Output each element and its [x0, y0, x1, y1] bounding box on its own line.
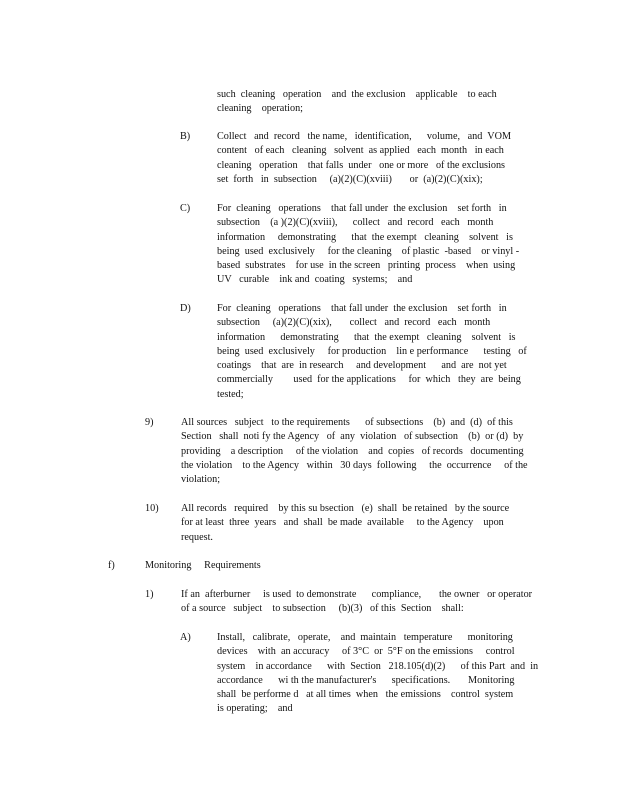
item-label-10: 10) — [145, 503, 159, 514]
item-label-B: B) — [180, 131, 191, 142]
text-line: content of each cleaning solvent as applied each month in each — [217, 145, 504, 157]
text-line: accordance wi th the manufacturer's specifications. Monitoring — [217, 674, 515, 686]
text-line: devices with an accuracy of 3°C or 5°F on the emissions control — [217, 646, 515, 658]
text-line: information demonstrating that the exempt cleaning solvent is — [217, 331, 516, 343]
text-line: commercially used for the applications for which they are being — [217, 374, 521, 386]
item-label-9: 9) — [145, 417, 154, 428]
text-line: subsection (a )(2)(C)(xviii), collect and record each month — [217, 217, 494, 229]
text-line: violation; — [181, 474, 221, 486]
text-line: request. — [181, 531, 213, 543]
text-line: of a source subject to subsection (b)(3) of this Section shall: — [181, 603, 464, 615]
item-label-D: D) — [180, 303, 191, 314]
paragraph-B — [217, 130, 547, 187]
text-line: cleaning operation; — [217, 103, 303, 115]
text-line: being used exclusively for the cleaning of plastic -based or vinyl - — [217, 245, 520, 257]
text-line: cleaning operation that falls under one or more of the exclusions — [217, 159, 505, 171]
item-label-C: C) — [180, 203, 191, 214]
text-line: tested; — [217, 388, 244, 400]
paragraph-D — [217, 302, 547, 402]
text-line: for at least three years and shall be made available to the Agency upon — [181, 517, 504, 529]
item-label-1: 1) — [145, 589, 154, 600]
text-line: coatings that are in research and development and are not yet — [217, 360, 507, 372]
paragraph-continued — [217, 88, 547, 117]
text-line: For cleaning operations that fall under the exclusion set forth in — [217, 203, 507, 214]
text-line: shall be performe d at all times when the emissions control system — [217, 689, 514, 701]
text-line: set forth in subsection (a)(2)(C)(xviii) or (a)(2)(C)(xix); — [217, 173, 483, 185]
text-line: Collect and record the name, identification, volume, and VOM — [217, 131, 512, 142]
text-line: Install, calibrate, operate, and maintain temperature monitoring — [217, 632, 513, 643]
text-line: All sources subject to the requirements of subsections (b) and (d) of this — [181, 417, 513, 428]
text-line: system in accordance with Section 218.105(d)(2) of this Part and in — [217, 660, 539, 672]
text-line: is operating; and — [217, 703, 293, 715]
heading-text: Monitoring Requirements — [145, 560, 261, 571]
text-line: being used exclusively for production lin e performance testing of — [217, 345, 527, 357]
text-line: For cleaning operations that fall under the exclusion set forth in — [217, 303, 507, 314]
paragraph-A — [217, 631, 547, 717]
section-heading — [145, 559, 545, 573]
section-label-f: f) — [108, 560, 115, 571]
text-line: subsection (a)(2)(C)(xix), collect and record each month — [217, 317, 491, 329]
text-line: the violation to the Agency within 30 days following the occurrence of the — [181, 459, 528, 471]
text-line: All records required by this su bsection (e) shall be retained by the source — [181, 503, 510, 514]
text-line: providing a description of the violation and copies of records documenting — [181, 445, 524, 457]
text-line: UV curable ink and coating systems; and — [217, 274, 413, 286]
text-line: information demonstrating that the exempt cleaning solvent is — [217, 231, 513, 243]
paragraph-1 — [181, 588, 541, 617]
text-line: such cleaning operation and the exclusion applicable to each — [217, 89, 497, 100]
text-line: If an afterburner is used to demonstrate compliance, the owner or operator — [181, 589, 533, 600]
text-line: Section shall noti fy the Agency of any violation of subsection (b) or (d) by — [181, 431, 524, 443]
paragraph-10 — [181, 502, 541, 545]
item-label-A: A) — [180, 632, 191, 643]
paragraph-9 — [181, 416, 541, 487]
text-line: based substrates for use in the screen printing process when using — [217, 260, 516, 272]
paragraph-C — [217, 202, 547, 288]
